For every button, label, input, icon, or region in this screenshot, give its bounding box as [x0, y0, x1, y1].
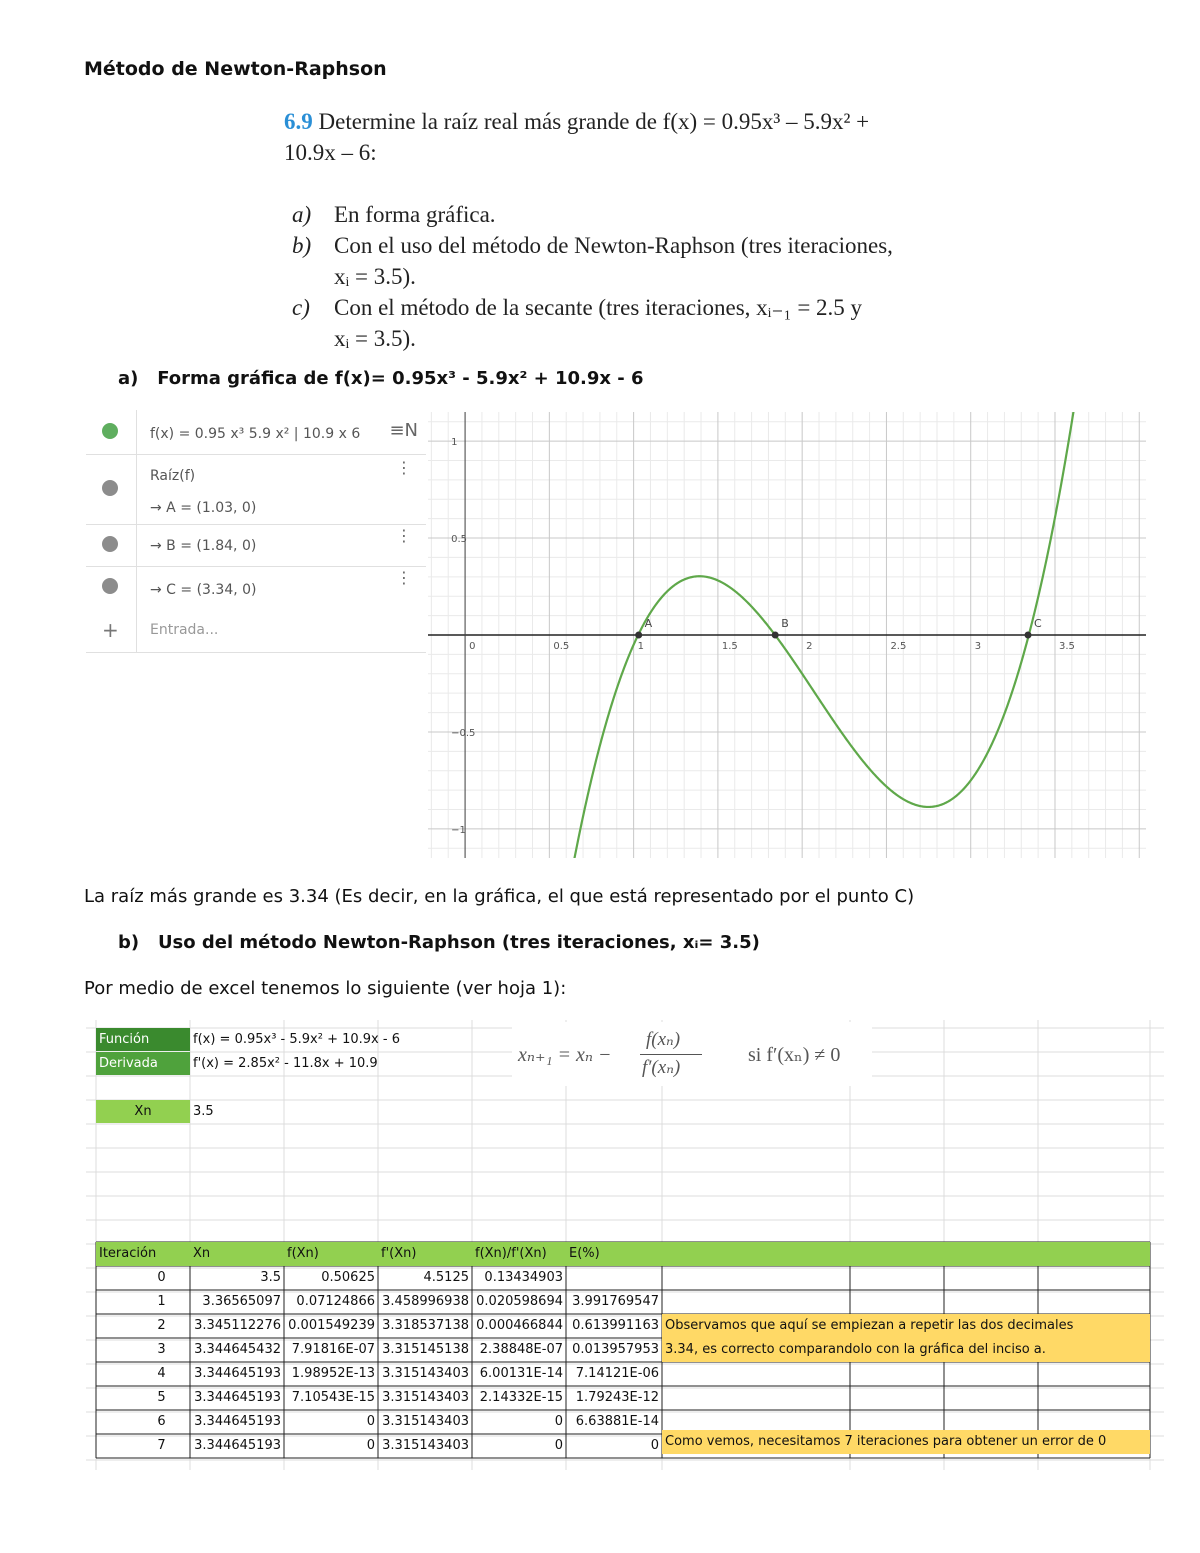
table-cell[interactable]: 0.613991163 — [572, 1318, 659, 1333]
table-cell[interactable]: 3 — [157, 1342, 166, 1357]
table-cell[interactable]: 6.00131E-14 — [479, 1366, 563, 1381]
table-cell[interactable]: 3.344645432 — [194, 1342, 281, 1357]
table-cell[interactable]: 0.13434903 — [484, 1270, 563, 1285]
table-cell[interactable]: 7.14121E-06 — [575, 1366, 659, 1381]
table-cell[interactable]: 3.345112276 — [194, 1318, 281, 1333]
table-header-filler[interactable] — [944, 1242, 1038, 1266]
table-cell[interactable]: 2.38848E-07 — [479, 1342, 563, 1357]
spreadsheet — [86, 1020, 1164, 1470]
table-cell[interactable]: 5 — [157, 1390, 166, 1405]
table-cell[interactable]: 0 — [157, 1270, 166, 1285]
algebra-row-function[interactable] — [86, 410, 426, 455]
table-header-filler[interactable] — [850, 1242, 944, 1266]
table-cell[interactable]: 3.344645193 — [194, 1414, 281, 1429]
keyboard-icon[interactable]: ≡N — [389, 420, 418, 441]
table-cell[interactable]: 3.315143403 — [382, 1366, 469, 1381]
table-header-cell[interactable]: f(Xn)/f'(Xn) — [472, 1242, 566, 1266]
table-cell[interactable]: 0.013957953 — [572, 1342, 659, 1357]
problem-number: 6.9 — [284, 109, 313, 134]
table-cell[interactable]: 2 — [157, 1318, 166, 1333]
table-header-cell[interactable]: f(Xn) — [284, 1242, 378, 1266]
problem-text-1: Determine la raíz real más grande de f(x) = 0.95x³ – 5.9x² + — [318, 109, 870, 134]
table-cell[interactable]: 0.50625 — [321, 1270, 375, 1285]
more-menu-icon[interactable]: ⋮ — [396, 458, 412, 477]
table-header-filler[interactable] — [1038, 1242, 1150, 1266]
table-cell[interactable] — [566, 1266, 662, 1290]
table-cell[interactable]: 3.315145138 — [382, 1342, 469, 1357]
table-cell[interactable]: 4 — [157, 1366, 166, 1381]
algebra-panel — [86, 410, 426, 655]
x-tick-label: 3.5 — [1058, 641, 1075, 652]
visibility-dot-icon[interactable] — [102, 578, 118, 594]
table-cell[interactable]: 3.318537138 — [382, 1318, 469, 1333]
y-tick-label: −1 — [451, 824, 466, 836]
section-b-heading: b) Uso del método Newton-Raphson (tres iteraciones, xᵢ= 3.5) — [118, 932, 760, 953]
table-cell[interactable]: 3.315143403 — [382, 1438, 469, 1453]
problem-line-2: 10.9x – 6: — [284, 140, 377, 165]
y-tick-label: 1 — [451, 437, 458, 449]
algebra-row-root-c[interactable] — [86, 566, 426, 610]
x-tick-label: 0 — [469, 641, 476, 652]
root-c: → C = (3.34, 0) — [150, 582, 257, 598]
plus-icon[interactable]: + — [102, 618, 119, 642]
answer-a: La raíz más grande es 3.34 (Es decir, en la gráfica, el que está representado por el punto C) — [84, 886, 915, 907]
derivada-label-cell[interactable]: Derivada — [96, 1052, 190, 1075]
table-header-cell[interactable]: E(%) — [566, 1242, 662, 1266]
root-point-label: A — [644, 617, 653, 630]
x-tick-label: 2 — [806, 641, 813, 652]
table-cell[interactable]: 1.98952E-13 — [291, 1366, 375, 1381]
table-cell[interactable]: 0 — [366, 1414, 375, 1429]
funcion-label-cell[interactable]: Función — [96, 1028, 190, 1051]
table-cell[interactable]: 3.458996938 — [382, 1294, 469, 1309]
xn-label-cell[interactable]: Xn — [96, 1100, 190, 1123]
table-cell[interactable]: 3.315143403 — [382, 1414, 469, 1429]
root-point — [1025, 632, 1032, 639]
formula-lhs: xₙ₊₁ = xₙ − — [518, 1044, 612, 1066]
table-cell[interactable]: 3.344645193 — [194, 1390, 281, 1405]
note-2-cell[interactable]: 3.34, es correcto comparandolo con la gráfica del inciso a. — [662, 1338, 1150, 1362]
problem-item-c: c) Con el método de la secante (tres iteraciones, xᵢ₋₁ = 2.5 y xᵢ = 3.5). — [292, 295, 863, 351]
x-tick-label: 3 — [974, 641, 982, 652]
x-tick-label: 0.5 — [553, 641, 570, 652]
excel-intro: Por medio de excel tenemos lo siguiente (ver hoja 1): — [84, 978, 567, 999]
problem-item-b: b) Con el uso del método de Newton-Raphson (tres iteraciones, xᵢ = 3.5). — [292, 233, 893, 289]
input-field[interactable]: Entrada... — [150, 622, 219, 638]
table-cell[interactable]: 0 — [554, 1414, 563, 1429]
formula-condition: si f′(xₙ) ≠ 0 — [748, 1044, 841, 1066]
more-menu-icon[interactable]: ⋮ — [396, 568, 412, 587]
y-tick-label: −0.5 — [451, 727, 476, 739]
root-point — [635, 632, 642, 639]
formula-numerator: f(xₙ) — [646, 1029, 681, 1050]
table-cell[interactable]: 3.315143403 — [382, 1390, 469, 1405]
table-cell[interactable]: 4.5125 — [423, 1270, 469, 1285]
note-1-cell[interactable]: Observamos que aquí se empiezan a repetir las dos decimales — [662, 1314, 1150, 1338]
funcion-value-cell[interactable]: f(x) = 0.95x³ - 5.9x² + 10.9x - 6 — [193, 1032, 400, 1047]
table-cell[interactable]: 6.63881E-14 — [575, 1414, 659, 1429]
visibility-dot-icon[interactable] — [102, 480, 118, 496]
problem-statement — [284, 106, 944, 354]
table-cell[interactable]: 0 — [650, 1438, 659, 1453]
section-a-heading: a) Forma gráfica de f(x)= 0.95x³ - 5.9x² + 10.9x - 6 — [118, 368, 644, 389]
table-cell[interactable]: 7.91816E-07 — [291, 1342, 375, 1357]
table-header-cell[interactable]: Xn — [190, 1242, 284, 1266]
algebra-row-input[interactable] — [86, 610, 426, 653]
table-header-cell[interactable]: Iteración — [96, 1242, 190, 1266]
table-cell[interactable]: 0.001549239 — [288, 1318, 375, 1333]
table-header-cell[interactable]: f'(Xn) — [378, 1242, 472, 1266]
table-cell[interactable]: 3.991769547 — [572, 1294, 659, 1309]
note-3-cell[interactable]: Como vemos, necesitamos 7 iteraciones para obtener un error de 0 — [662, 1430, 1150, 1454]
root-b: → B = (1.84, 0) — [150, 538, 257, 554]
table-cell[interactable]: 1.79243E-12 — [575, 1390, 659, 1405]
problem-line-1 — [284, 106, 944, 137]
table-cell[interactable]: 3.5 — [260, 1270, 281, 1285]
table-cell[interactable]: 7 — [157, 1438, 166, 1453]
formula-denominator: f′(xₙ) — [642, 1057, 681, 1078]
table-cell[interactable]: 0.000466844 — [476, 1318, 563, 1333]
x-tick-label: 1.5 — [721, 641, 738, 652]
table-cell[interactable]: 3.36565097 — [202, 1294, 281, 1309]
table-cell[interactable]: 7.10543E-15 — [291, 1390, 375, 1405]
derivada-value-cell[interactable]: f'(x) = 2.85x² - 11.8x + 10.9 — [193, 1056, 378, 1071]
document-title: Método de Newton-Raphson — [84, 58, 387, 80]
algebra-row-root-b[interactable] — [86, 524, 426, 567]
x-tick-label: 2.5 — [890, 641, 907, 652]
function-graph — [428, 412, 1146, 858]
root-command: Raíz(f) — [150, 468, 196, 484]
newton-formula — [512, 1022, 872, 1086]
more-menu-icon[interactable]: ⋮ — [396, 526, 412, 545]
table-cell[interactable]: 3.344645193 — [194, 1438, 281, 1453]
tick-labels — [451, 437, 1075, 836]
xn-value-cell[interactable]: 3.5 — [193, 1104, 214, 1119]
table-cell[interactable]: 3.344645193 — [194, 1366, 281, 1381]
table-cell[interactable]: 0 — [366, 1438, 375, 1453]
function-definition: f(x) = 0.95 x³ 5.9 x² | 10.9 x 6 — [150, 426, 361, 442]
table-cell[interactable]: 0 — [554, 1438, 563, 1453]
root-point — [772, 632, 779, 639]
root-a: → A = (1.03, 0) — [150, 500, 257, 516]
table-cell[interactable]: 0.020598694 — [476, 1294, 563, 1309]
x-tick-label: 1 — [637, 641, 644, 652]
root-point-label: B — [781, 617, 789, 630]
problem-item-a: a) En forma gráfica. — [292, 202, 496, 227]
table-cell[interactable]: 1 — [157, 1294, 166, 1309]
y-tick-label: 0.5 — [451, 534, 467, 546]
algebra-row-roots[interactable] — [86, 454, 426, 525]
visibility-dot-icon[interactable] — [102, 536, 118, 552]
table-cell[interactable]: 2.14332E-15 — [479, 1390, 563, 1405]
visibility-dot-icon[interactable] — [102, 423, 118, 439]
root-point-label: C — [1034, 617, 1042, 630]
table-cell[interactable]: 6 — [157, 1414, 166, 1429]
table-header-filler[interactable] — [662, 1242, 850, 1266]
table-cell[interactable]: 0.07124866 — [296, 1294, 375, 1309]
